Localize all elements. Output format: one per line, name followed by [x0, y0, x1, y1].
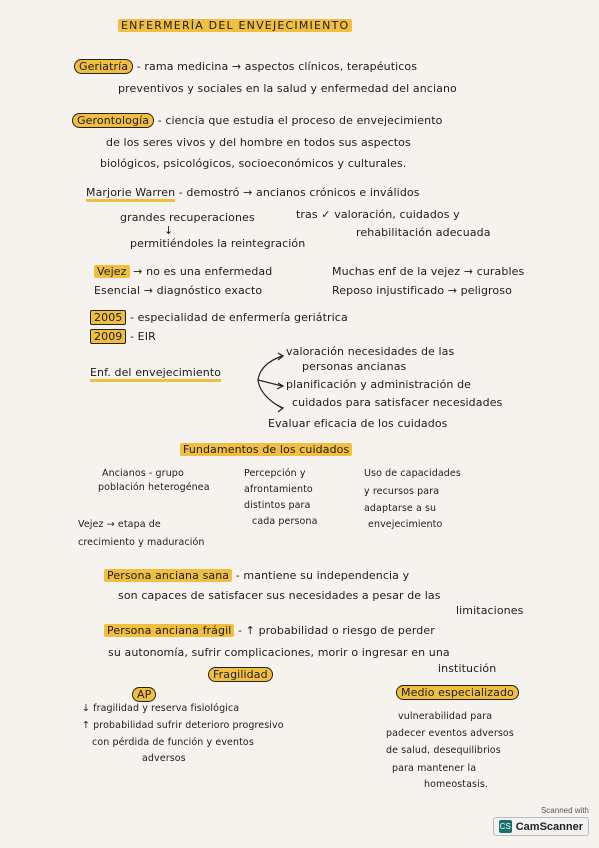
fund-poblacion: población heterogénea — [98, 482, 210, 493]
marjorie-reintegracion: permitiéndoles la reintegración — [130, 237, 306, 250]
year-2005-text: - especialidad de enfermería geriátrica — [130, 311, 348, 324]
gerontologia-line1 — [72, 114, 442, 127]
down-arrow-icon: ↓ — [164, 224, 174, 237]
fund-c2a — [244, 468, 306, 479]
year-2005: 2005 — [90, 310, 126, 325]
medio-label: Medio especializado — [396, 685, 519, 700]
year-2009: 2009 — [90, 329, 126, 344]
year-2009-line — [90, 330, 156, 343]
enf-env-personas: personas ancianas — [302, 360, 407, 373]
title-text: ENFERMERÍA DEL ENVEJECIMIENTO — [118, 19, 352, 32]
camscanner-badge — [493, 806, 589, 836]
geriatria-def1: - rama medicina → aspectos clínicos, terapéuticos — [136, 60, 418, 73]
gerontologia-def3: biológicos, psicológicos, socioeconómicos y culturales. — [100, 157, 407, 170]
gerontologia-line3 — [100, 157, 406, 170]
fragil-line1 — [104, 624, 435, 637]
camscanner-logo-icon: CS — [499, 822, 511, 831]
marjorie-tras: tras ✓ valoración, cuidados y — [296, 208, 460, 221]
medio-line3 — [386, 745, 501, 756]
ap-perdida: con pérdida de función y eventos — [92, 737, 254, 748]
enf-env-term-line — [90, 366, 221, 379]
medio-line2 — [386, 728, 514, 739]
fundamentos-heading-line — [180, 443, 352, 456]
sana-def2: son capaces de satisfacer sus necesidades a pesar de las — [118, 589, 441, 602]
enf-env-b2b — [292, 396, 502, 409]
ap-label: AP — [132, 687, 156, 702]
vejez-reposo: Reposo injustificado → peligroso — [332, 284, 512, 297]
fragil-def1: - ↑ probabilidad o riesgo de perder — [238, 624, 435, 637]
fragil-def3: institución — [438, 662, 497, 675]
fragil-term: Persona anciana frágil — [104, 624, 234, 637]
ap-line1 — [82, 703, 239, 714]
medio-eventos: padecer eventos adversos — [386, 728, 514, 739]
vejez-left2 — [94, 284, 262, 297]
fund-percepcion: Percepción y — [244, 468, 306, 479]
marjorie-col-mid — [296, 208, 460, 221]
medio-line4 — [392, 763, 476, 774]
enf-env-evaluar: Evaluar eficacia de los cuidados — [268, 417, 448, 430]
fragil-line2 — [108, 646, 450, 659]
gerontologia-def2: de los seres vivos y del hombre en todos sus aspectos — [106, 136, 411, 149]
fund-recursos: y recursos para — [364, 486, 440, 497]
fragilidad-heading-line — [208, 668, 273, 681]
marjorie-col-left — [120, 211, 255, 224]
medio-line5 — [424, 779, 488, 790]
fund-c1a — [102, 468, 184, 479]
gerontologia-term: Gerontología — [72, 113, 154, 128]
fragil-def2: su autonomía, sufrir complicaciones, morir o ingresar en una — [108, 646, 450, 659]
brace-arrows-icon — [252, 350, 286, 414]
ap-line3 — [92, 737, 254, 748]
year-2005-line — [90, 311, 348, 324]
sana-def3: limitaciones — [456, 604, 524, 617]
sana-term: Persona anciana sana — [104, 569, 232, 582]
medio-vulnerabilidad: vulnerabilidad para — [398, 711, 493, 722]
fund-adaptarse: adaptarse a su — [364, 503, 437, 514]
ap-adversos: adversos — [142, 753, 186, 764]
fund-uso: Uso de capacidades — [364, 468, 461, 479]
scanned-with-label: Scanned with — [540, 806, 589, 815]
marjorie-term: Marjorie Warren — [86, 186, 175, 202]
medio-label-line — [396, 686, 519, 699]
medio-homeostasis: homeostasis. — [424, 779, 488, 790]
vejez-curables: Muchas enf de la vejez → curables — [332, 265, 525, 278]
vejez-right2 — [332, 284, 512, 297]
fund-vejez-etapa: Vejez → etapa de — [78, 519, 161, 530]
marjorie-arrow — [164, 224, 173, 237]
fund-cada-persona: cada persona — [252, 516, 318, 527]
fund-vejez-crecimiento: crecimiento y maduración — [78, 537, 205, 548]
marjorie-line1 — [86, 186, 420, 199]
gerontologia-def1: - ciencia que estudia el proceso de envejecimiento — [157, 114, 443, 127]
geriatria-line2 — [118, 82, 457, 95]
marjorie-rehabilitacion: rehabilitación adecuada — [356, 226, 491, 239]
fund-c3b — [364, 486, 439, 497]
gerontologia-line2 — [106, 136, 411, 149]
marjorie-recuperaciones: grandes recuperaciones — [120, 211, 255, 224]
ap-probabilidad: ↑ probabilidad sufrir deterioro progresivo — [82, 720, 284, 731]
medio-mantener: para mantener la — [392, 763, 477, 774]
enf-env-term: Enf. del envejecimiento — [90, 366, 221, 382]
fund-c1b — [98, 482, 210, 493]
fund-vejez-b — [78, 537, 205, 548]
sana-line2 — [118, 589, 441, 602]
fragil-line3 — [438, 662, 496, 675]
fund-envejecimiento: envejecimiento — [368, 519, 443, 530]
enf-env-planificacion: planificación y administración de — [286, 378, 472, 391]
enf-env-b3 — [268, 417, 448, 430]
camscanner-text: CamScanner — [515, 820, 583, 833]
ap-line2 — [82, 720, 284, 731]
fund-c2d — [252, 516, 318, 527]
camscanner-box — [493, 817, 589, 836]
vejez-term: Vejez — [94, 265, 130, 278]
ap-label-line — [132, 688, 156, 701]
geriatria-def2: preventivos y sociales en la salud y enfermedad del anciano — [118, 82, 457, 95]
sana-line3 — [456, 604, 523, 617]
vejez-esencial: Esencial → diagnóstico exacto — [94, 284, 263, 297]
enf-env-valoracion: valoración necesidades de las — [286, 345, 455, 358]
sana-line1 — [104, 569, 409, 582]
fund-c2c — [244, 500, 311, 511]
page-title — [118, 19, 352, 32]
medio-desequilibrios: de salud, desequilibrios — [386, 745, 501, 756]
marjorie-line3 — [130, 237, 305, 250]
marjorie-col-right — [356, 226, 491, 239]
geriatria-line1 — [74, 60, 417, 73]
fund-ancianos: Ancianos - grupo — [102, 468, 184, 479]
fund-c3a — [364, 468, 461, 479]
vejez-no-enfermedad: → no es una enfermedad — [133, 265, 273, 278]
enf-env-cuidados: cuidados para satisfacer necesidades — [292, 396, 503, 409]
medio-line1 — [398, 711, 492, 722]
fund-vejez-a — [78, 519, 161, 530]
ap-reserva: ↓ fragilidad y reserva fisiológica — [82, 703, 240, 714]
geriatria-term: Geriatría — [74, 59, 133, 74]
ap-line4 — [142, 753, 186, 764]
vejez-left1 — [94, 265, 272, 278]
fund-c3c — [364, 503, 436, 514]
fundamentos-heading: Fundamentos de los cuidados — [180, 443, 352, 456]
marjorie-def1: - demostró → ancianos crónicos e inválidos — [178, 186, 420, 199]
vejez-right1 — [332, 265, 524, 278]
fragilidad-heading: Fragilidad — [208, 667, 273, 682]
enf-env-b1a — [286, 345, 454, 358]
enf-env-b1b — [302, 360, 406, 373]
fund-distintos: distintos para — [244, 500, 311, 511]
fund-afrontamiento: afrontamiento — [244, 484, 313, 495]
enf-env-b2a — [286, 378, 471, 391]
fund-c3d — [368, 519, 442, 530]
sana-def1: - mantiene su independencia y — [235, 569, 410, 582]
fund-c2b — [244, 484, 313, 495]
year-2009-text: - EIR — [130, 330, 156, 343]
